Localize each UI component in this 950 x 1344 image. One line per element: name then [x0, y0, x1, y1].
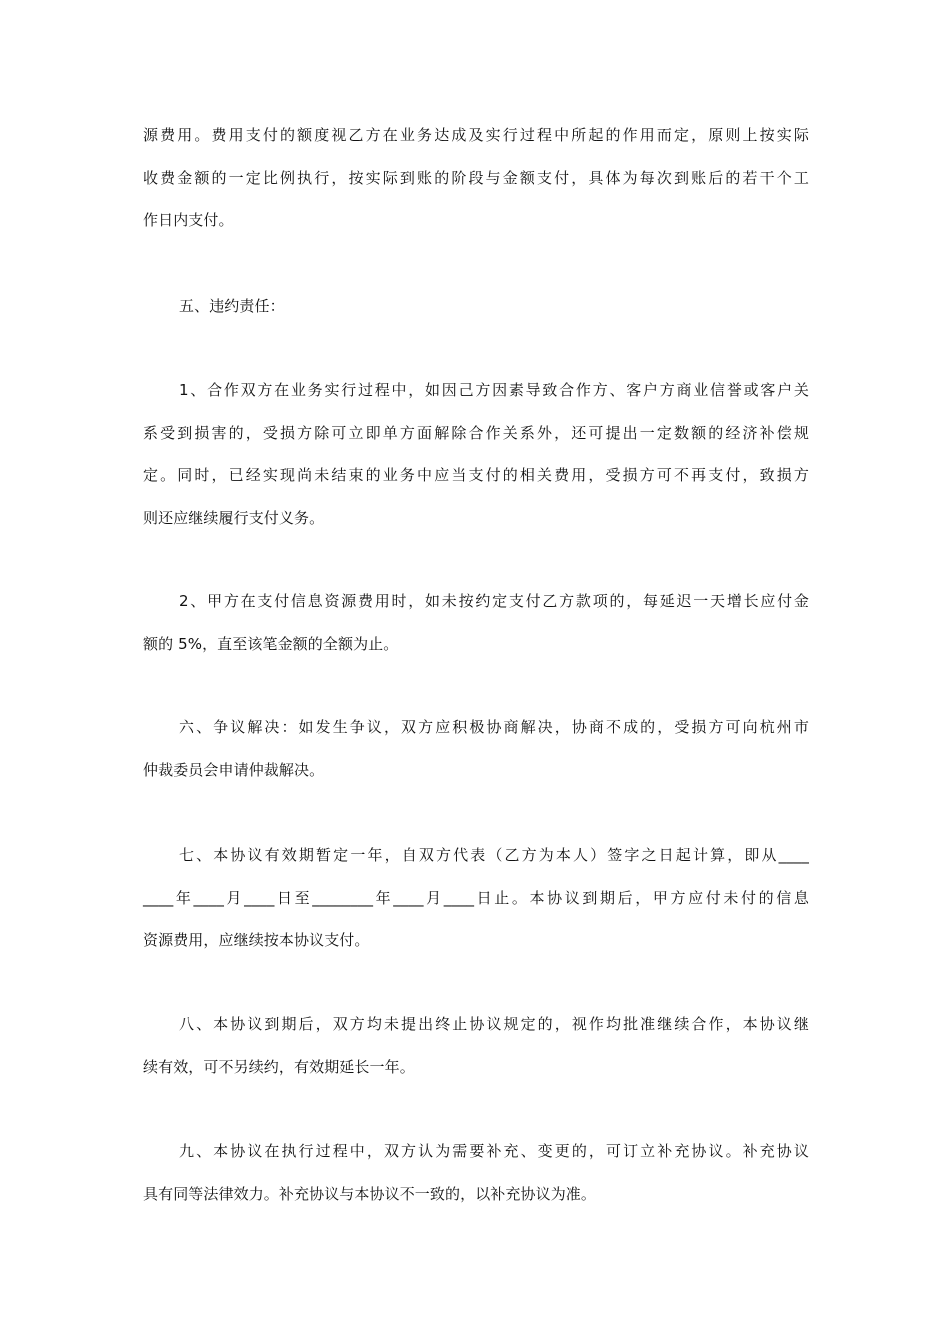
text-line: 源费用。费用支付的额度视乙方在业务达成及实行过程中所起的作用而定，原则上按实际	[143, 126, 809, 144]
text-line: 系受到损害的，受损方除可立即单方面解除合作关系外，还可提出一定数额的经济补偿规	[143, 423, 809, 442]
paragraph-section-5-item-1	[143, 369, 809, 539]
paragraph-fee-continued	[143, 114, 809, 242]
text-line: 具有同等法律效力。补充协议与本协议不一致的，以补充协议为准。	[143, 1184, 597, 1203]
text-line: 六、争议解决：如发生争议，双方应积极协商解决，协商不成的，受损方可向杭州市	[179, 718, 809, 736]
text-line: 1、合作双方在业务实行过程中，如因己方因素导致合作方、客户方商业信誉或客户关	[179, 381, 809, 399]
paragraph-section-5-item-2	[143, 580, 809, 665]
text-line: 七、本协议有效期暂定一年，自双方代表（乙方为本人）签字之日起计算，即从____	[179, 846, 809, 864]
text-line: 九、本协议在执行过程中，双方认为需要补充、变更的，可订立补充协议。补充协议	[179, 1142, 809, 1160]
text-line: 五、违约责任：	[179, 297, 285, 315]
text-line: 收费金额的一定比例执行，按实际到账的阶段与金额支付，具体为每次到账后的若干个工	[143, 168, 809, 187]
text-line: 仲裁委员会申请仲裁解决。	[143, 760, 325, 779]
text-line: 八、本协议到期后，双方均未提出终止协议规定的，视作均批准继续合作，本协议继	[179, 1015, 809, 1033]
text-line: ____年____月____日至________年____月____日止。本协议到期后，甲方应付未付的信息	[143, 888, 809, 907]
text-line: 续有效，可不另续约，有效期延长一年。	[143, 1057, 415, 1076]
text-line: 作日内支付。	[143, 211, 234, 229]
text-line: 定。同时，已经实现尚未结束的业务中应当支付的相关费用，受损方可不再支付，致损方	[143, 466, 809, 484]
paragraph-section-6	[143, 706, 809, 791]
paragraph-section-7	[143, 834, 809, 962]
text-line: 2、甲方在支付信息资源费用时，如未按约定支付乙方款项的，每延迟一天增长应付金	[179, 592, 809, 610]
text-line: 则还应继续履行支付义务。	[143, 508, 325, 527]
section-heading-breach-liability	[143, 285, 809, 328]
text-line: 资源费用，应继续按本协议支付。	[143, 931, 370, 949]
text-line: 额的 5%，直至该笔金额的全额为止。	[143, 634, 399, 653]
paragraph-section-8	[143, 1003, 809, 1088]
paragraph-section-9	[143, 1130, 809, 1215]
